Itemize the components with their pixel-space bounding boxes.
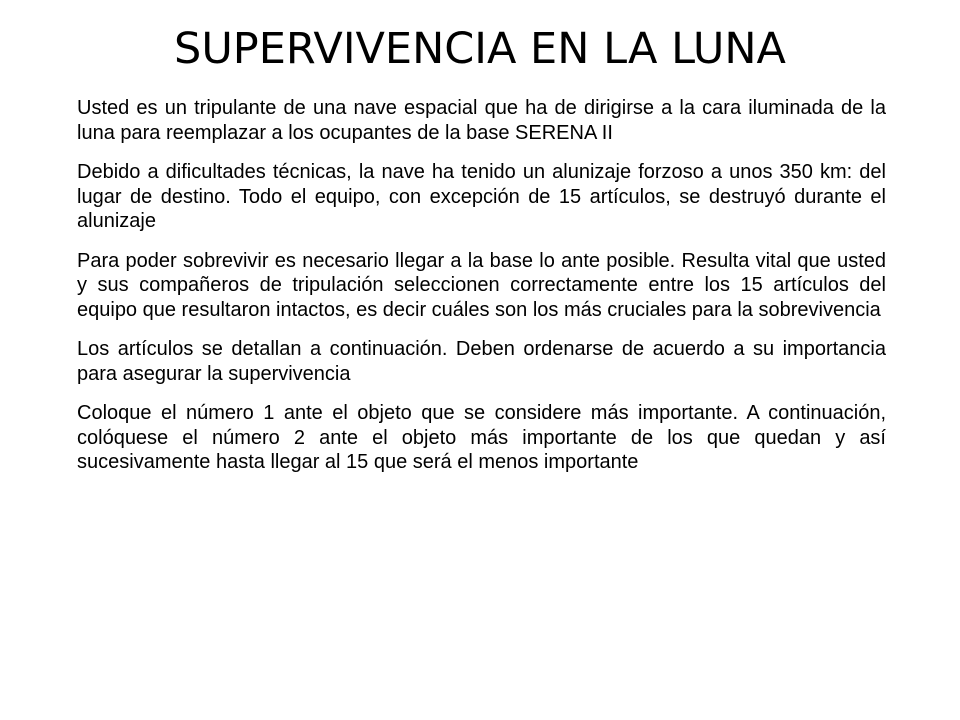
paragraph-instructions: Coloque el número 1 ante el objeto que se considere más importante. A continuación, colóquese el número 2 ante el objeto más importante de los que quedan y así sucesivamente hasta llegar al 15 que será el menos importante <box>77 402 886 473</box>
paragraph-survival: Para poder sobrevivir es necesario llegar a la base lo ante posible. Resulta vital que usted y sus compañeros de tripulación seleccionen correctamente entre los 15 artículos del equipo que resultaron intactos, es decir cuáles son los más cruciales para la sobrevivencia <box>77 249 886 321</box>
paragraph-technical-difficulties: Debido a dificultades técnicas, la nave ha tenido un alunizaje forzoso a unos 350 km: del lugar de destino. Todo el equipo, con excepción de 15 artículos, se destruyó durante el alunizaje <box>77 161 886 232</box>
paragraph-items: Los artículos se detallan a continuación. Deben ordenarse de acuerdo a su importancia para asegurar la supervivencia <box>77 338 886 385</box>
slide-title: SUPERVIVENCIA EN LA LUNA <box>174 24 786 74</box>
body-text <box>77 96 886 490</box>
paragraph-intro: Usted es un tripulante de una nave espacial que ha de dirigirse a la cara iluminada de la luna para reemplazar a los ocupantes de la base SERENA II <box>77 97 886 144</box>
